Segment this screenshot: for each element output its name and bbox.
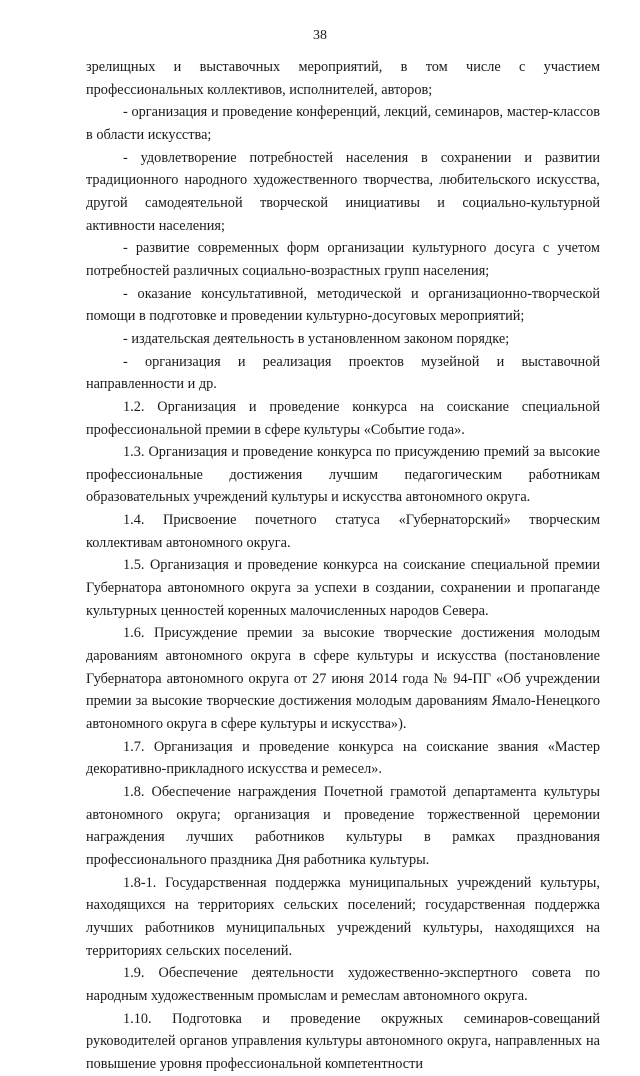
list-item: - издательская деятельность в установленном законом порядке; <box>123 330 510 347</box>
numbered-paragraph: 1.7. Организация и проведение конкурса на соискание звания «Мастер декоративно-прикладного искусства и ремесел». <box>86 738 600 778</box>
numbered-paragraph: 1.8. Обеспечение награждения Почетной грамотой департамента культуры автономного округа; организация и проведение торжественной церемонии награждения лучших работников культуры в рамках празднования профессионального праздника Дня работника культуры. <box>86 784 600 868</box>
numbered-paragraph: 1.4. Присвоение почетного статуса «Губернаторский» творческим коллективам автономного округа. <box>86 512 600 551</box>
numbered-paragraph: 1.3. Организация и проведение конкурса по присуждению премий за высокие профессиональные достижения лучшим педагогическим работникам образовательных учреждений культуры и искусства автономного округа. <box>86 444 600 506</box>
numbered-paragraph: 1.8-1. Государственная поддержка муниципальных учреждений культуры, находящихся на территориях сельских поселений; государственная поддержка лучших работников муниципальных учреждений культуры, находящихся на территориях сельских поселений. <box>86 874 600 959</box>
numbered-paragraph: 1.6. Присуждение премии за высокие творческие достижения молодым дарованиям автономного округа в сфере культуры и искусства (постановление Губернатора автономного округа от 27 июня 2014 года № 94-ПГ «Об учреждении премии за высокие творческие достижения молодым дарованиям Ямало-Ненецкого автономного округа в сфере культуры и искусства»). <box>86 625 600 733</box>
document-body <box>86 56 600 1076</box>
list-item: - оказание консультативной, методической и организационно-творческой помощи в подготовке и проведении культурно-досуговых мероприятий; <box>86 285 600 325</box>
numbered-paragraph: 1.9. Обеспечение деятельности художественно-экспертного совета по народным художественным промыслам и ремеслам автономного округа. <box>86 965 600 1004</box>
list-item: - организация и проведение конференций, лекций, семинаров, мастер-классов в области искусства; <box>86 104 600 143</box>
numbered-paragraph: 1.2. Организация и проведение конкурса на соискание специальной профессиональной премии в сфере культуры «Событие года». <box>86 398 600 438</box>
list-item: - развитие современных форм организации культурного досуга с учетом потребностей различных социально-возрастных групп населения; <box>86 240 600 279</box>
numbered-paragraph: 1.10. Подготовка и проведение окружных семинаров-совещаний руководителей органов управления культуры автономного округа, направленных на повышение уровня профессиональной компетентности <box>86 1010 600 1072</box>
page-number: 38 <box>313 28 327 43</box>
list-item: - организация и реализация проектов музейной и выставочной направленности и др. <box>86 353 600 393</box>
list-item: - удовлетворение потребностей населения в сохранении и развитии традиционного народного художественного творчества, любительского искусства, другой самодеятельной творческой инициативы и социально-культурной активности населения; <box>86 149 600 234</box>
paragraph: зрелищных и выставочных мероприятий, в том числе с участием профессиональных коллективов, исполнителей, авторов; <box>86 59 600 98</box>
numbered-paragraph: 1.5. Организация и проведение конкурса на соискание специальной премии Губернатора автономного округа за успехи в создании, сохранении и пропаганде культурных ценностей коренных малочисленных народов Севера. <box>86 557 600 619</box>
